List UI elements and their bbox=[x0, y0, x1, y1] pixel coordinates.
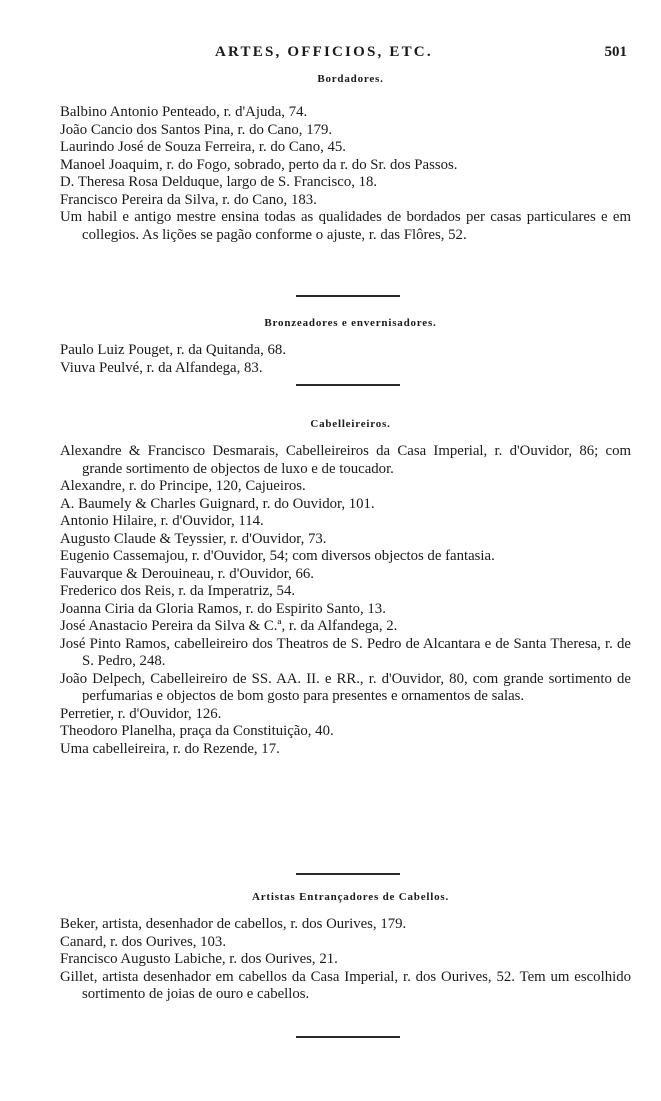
section-heading: Artistas Entrançadores de Cabellos. bbox=[251, 891, 450, 903]
running-head bbox=[0, 44, 661, 66]
list-item: Frederico dos Reis, r. da Imperatriz, 54. bbox=[60, 583, 296, 599]
section-divider bbox=[296, 873, 400, 875]
list-item: Uma cabelleireira, r. do Rezende, 17. bbox=[60, 740, 280, 757]
running-title: ARTES, OFFICIOS, ETC. bbox=[215, 44, 433, 60]
section-divider bbox=[296, 1036, 400, 1038]
list-item: Augusto Claude & Teyssier, r. d'Ouvidor, 73. bbox=[60, 530, 327, 547]
section-heading: Bordadores. bbox=[317, 73, 384, 85]
list-item: Perretier, r. d'Ouvidor, 126. bbox=[60, 705, 222, 722]
list-item: Alexandre & Francisco Desmarais, Cabelleireiros da Casa Imperial, r. d'Ouvidor, 86; com grande sortimento de objectos de luxo e de toucador. bbox=[60, 443, 631, 477]
list-item: Alexandre, r. do Principe, 120, Cajueiros. bbox=[60, 478, 306, 494]
section-heading: Bronzeadores e envernisadores. bbox=[264, 317, 437, 329]
section-heading: Cabelleireiros. bbox=[310, 418, 391, 430]
list-item: A. Baumely & Charles Guignard, r. do Ouvidor, 101. bbox=[60, 495, 375, 512]
list-item: Joanna Ciria da Gloria Ramos, r. do Espirito Santo, 13. bbox=[60, 600, 386, 617]
list-item: D. Theresa Rosa Delduque, largo de S. Francisco, 18. bbox=[60, 174, 378, 190]
list-item: João Cancio dos Santos Pina, r. do Cano, 179. bbox=[60, 121, 333, 138]
section-divider bbox=[296, 295, 400, 297]
section-bronzeadores bbox=[0, 312, 661, 377]
list-item: Viuva Peulvé, r. da Alfandega, 83. bbox=[60, 359, 263, 376]
list-item: Canard, r. dos Ourives, 103. bbox=[60, 933, 227, 950]
list-item: José Pinto Ramos, cabelleireiro dos Theatros de S. Pedro de Alcantara e de Santa Theresa, r. de S. Pedro, 248. bbox=[60, 635, 631, 669]
list-item: Theodoro Planelha, praça da Constituição, 40. bbox=[60, 723, 334, 739]
list-item: Francisco Pereira da Silva, r. do Cano, 183. bbox=[60, 191, 317, 208]
list-item: Fauvarque & Derouineau, r. d'Ouvidor, 66. bbox=[60, 565, 314, 582]
list-item: Manoel Joaquim, r. do Fogo, sobrado, perto da r. do Sr. dos Passos. bbox=[60, 156, 458, 173]
list-item: José Anastacio Pereira da Silva & C.ª, r. da Alfandega, 2. bbox=[60, 618, 398, 634]
section-artistas-entrancadores bbox=[0, 886, 661, 1004]
section-divider bbox=[296, 384, 400, 386]
list-item: Um habil e antigo mestre ensina todas as qualidades de bordados per casas particulares e em collegios. As lições se pagão conforme o ajuste, r. das Flôres, 52. bbox=[60, 209, 631, 243]
list-item: Gillet, artista desenhador em cabellos da Casa Imperial, r. dos Ourives, 52. Tem um escolhido sortimento de joias de ouro e cabellos. bbox=[60, 968, 631, 1002]
list-item: João Delpech, Cabelleireiro de SS. AA. II. e RR., r. d'Ouvidor, 80, com grande sortimento de perfumarias e objectos de bom gosto para presentes e ornamentos de salas. bbox=[60, 670, 631, 704]
list-item: Francisco Augusto Labiche, r. dos Ourives, 21. bbox=[60, 951, 338, 967]
section-bordadores bbox=[0, 68, 661, 244]
list-item: Antonio Hilaire, r. d'Ouvidor, 114. bbox=[60, 513, 264, 529]
list-item: Eugenio Cassemajou, r. d'Ouvidor, 54; com diversos objectos de fantasia. bbox=[60, 548, 495, 564]
page-number: 501 bbox=[604, 44, 627, 60]
list-item: Laurindo José de Souza Ferreira, r. do Cano, 45. bbox=[60, 139, 347, 155]
list-item: Beker, artista, desenhador de cabellos, r. dos Ourives, 179. bbox=[60, 916, 407, 932]
list-item: Paulo Luiz Pouget, r. da Quitanda, 68. bbox=[60, 342, 287, 358]
list-item: Balbino Antonio Penteado, r. d'Ajuda, 74. bbox=[60, 104, 308, 120]
section-cabelleireiros bbox=[0, 413, 661, 758]
